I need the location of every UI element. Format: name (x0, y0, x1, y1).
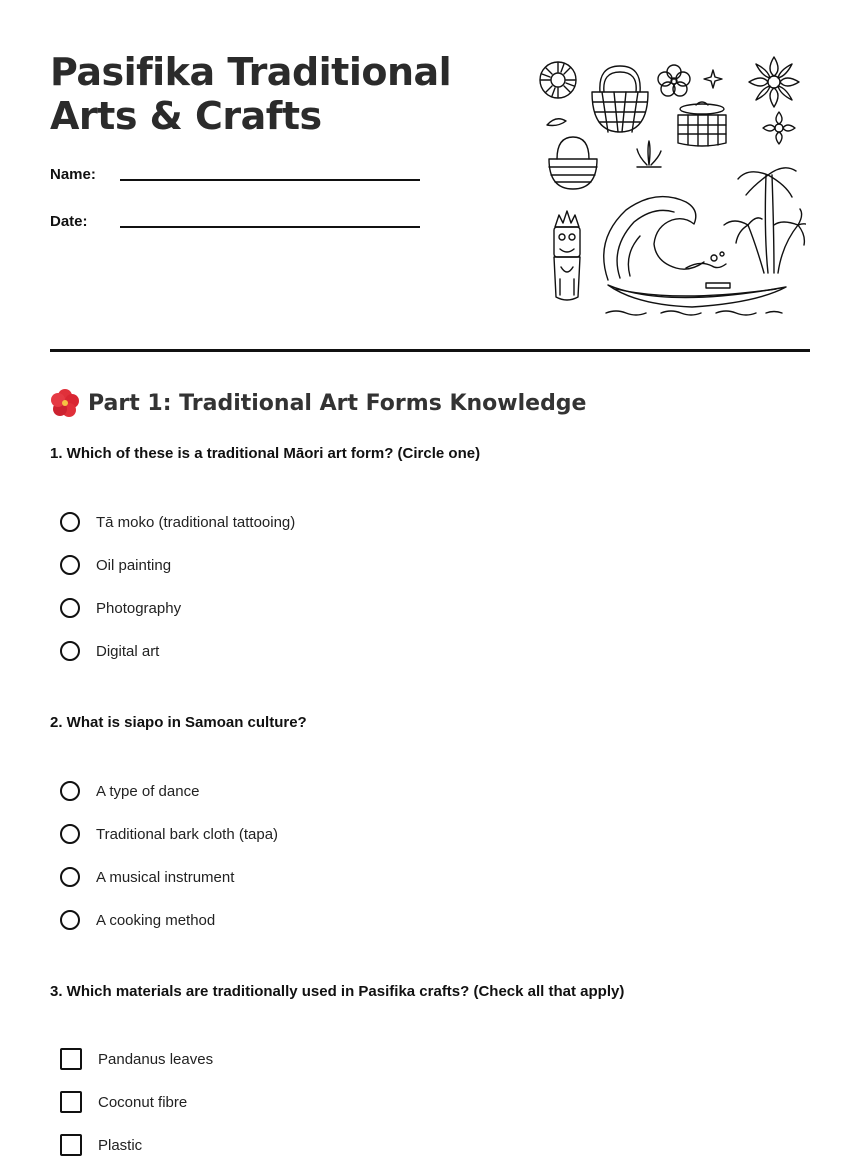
palm-tree-icon (724, 168, 806, 273)
water-icon (606, 311, 782, 315)
leaf-icon (547, 119, 566, 126)
question-2-option[interactable] (60, 778, 199, 804)
section-1-title (50, 388, 586, 418)
option-label: A cooking method (96, 911, 216, 929)
hibiscus-flower-icon (658, 65, 690, 96)
name-answer-line[interactable] (120, 179, 420, 181)
option-label: A type of dance (96, 782, 200, 800)
question-3-option[interactable] (60, 1089, 187, 1115)
radio-button[interactable] (60, 641, 80, 661)
question-2-option[interactable] (60, 864, 234, 890)
radio-button[interactable] (60, 598, 80, 618)
radio-button[interactable] (60, 781, 80, 801)
option-label: Tā moko (traditional tattooing) (96, 513, 296, 531)
question-2: 2. What is siapo in Samoan culture? (50, 714, 307, 731)
question-2-option[interactable] (60, 821, 278, 847)
worksheet-page (50, 0, 810, 1154)
worksheet-title: Pasifika Traditional Arts & Crafts (50, 50, 452, 138)
option-label: Plastic (98, 1136, 143, 1154)
name-label: Name: (50, 166, 96, 183)
option-label: Traditional bark cloth (tapa) (96, 825, 279, 843)
checkbox[interactable] (60, 1091, 82, 1113)
checkbox[interactable] (60, 1134, 82, 1156)
question-3: 3. Which materials are traditionally used in Pasifika crafts? (Check all that apply) (50, 983, 625, 1000)
option-label: Digital art (96, 642, 160, 660)
header-divider (50, 349, 810, 352)
radio-button[interactable] (60, 867, 80, 887)
question-1-option[interactable] (60, 552, 171, 578)
tiki-icon (554, 211, 580, 300)
mandala-flower-icon (749, 57, 799, 107)
option-label: Coconut fibre (98, 1093, 188, 1111)
option-label: Photography (96, 599, 182, 617)
worksheet-header (50, 0, 810, 352)
question-3-option[interactable] (60, 1132, 142, 1158)
option-label: A musical instrument (96, 868, 235, 886)
question-1-option[interactable] (60, 509, 295, 535)
basket-icon (592, 66, 648, 132)
small-basket-icon (549, 137, 597, 189)
canoe-icon (608, 283, 786, 307)
frangipani-icon (704, 70, 722, 88)
section-1-label: Part 1: Traditional Art Forms Knowledge (88, 390, 587, 416)
option-label: Oil painting (96, 556, 172, 574)
wave-icon (604, 197, 726, 280)
question-3-option[interactable] (60, 1046, 213, 1072)
pasifika-illustration (536, 55, 806, 325)
hibiscus-icon (50, 388, 80, 418)
date-answer-line[interactable] (120, 226, 420, 228)
plant-icon (637, 141, 661, 167)
radio-button[interactable] (60, 910, 80, 930)
question-1-option[interactable] (60, 595, 181, 621)
question-1-option[interactable] (60, 638, 159, 664)
option-label: Pandanus leaves (98, 1050, 214, 1068)
radio-button[interactable] (60, 824, 80, 844)
small-mandala-icon (763, 112, 795, 144)
radio-button[interactable] (60, 555, 80, 575)
checkbox[interactable] (60, 1048, 82, 1070)
question-2-option[interactable] (60, 907, 215, 933)
flower-icon (540, 62, 576, 98)
date-label: Date: (50, 213, 88, 230)
lidded-basket-icon (678, 102, 726, 146)
question-1: 1. Which of these is a traditional Māori art form? (Circle one) (50, 445, 481, 462)
radio-button[interactable] (60, 512, 80, 532)
